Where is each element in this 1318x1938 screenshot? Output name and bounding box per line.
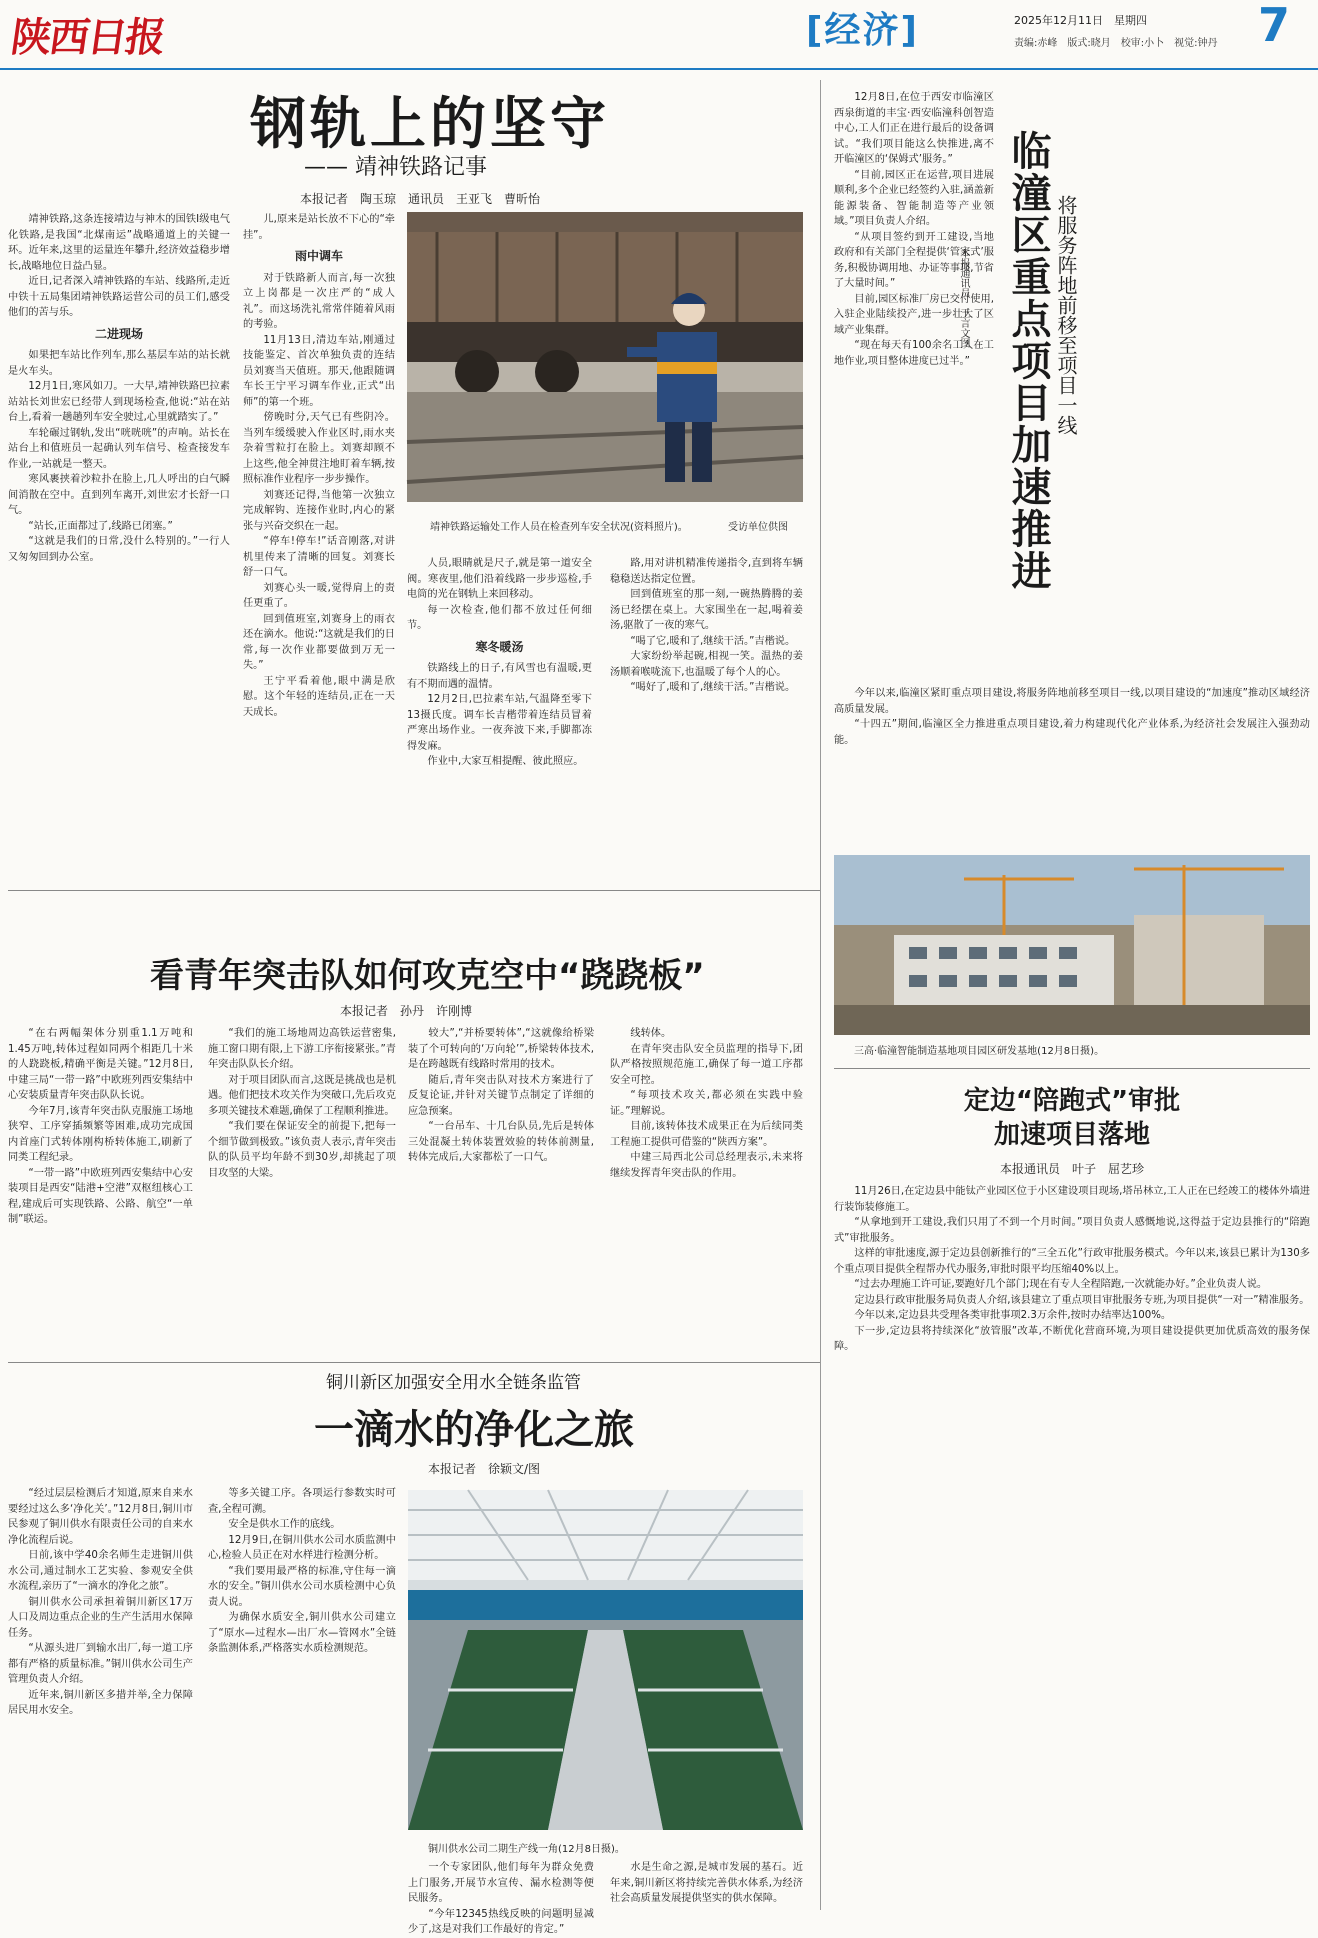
staff-credits: 责编:赤峰 版式:晓月 校审:小卜 视觉:钟丹 (1014, 38, 1218, 49)
paragraph: “在右两幅架体分别重1.1万吨和1.45万吨,转体过程如同两个相距几十米的人跷跷板,精确平衡是关键。”12月8日,中建三局“一带一路”中欧班列西安集结中心安装质量青年突击队队长说。 (8, 1028, 193, 1101)
masthead-rule (0, 68, 1318, 70)
sidebar1-column-narrow (834, 90, 994, 680)
paragraph: 在青年突击队安全员监理的指导下,团队严格按照规范施工,确保了每一道工序都安全可控。 (610, 1043, 803, 1086)
train-inspection-photo (407, 212, 803, 502)
page-number: 7 (1258, 0, 1291, 52)
paragraph: 近年来,铜川新区多措并举,全力保障居民用水安全。 (8, 1689, 193, 1716)
article3-kicker: 铜川新区加强安全用水全链条监管 (326, 1373, 581, 1393)
article2-byline: 本报记者 孙丹 许刚博 (340, 1004, 473, 1018)
article1-column-4 (407, 556, 592, 872)
article1-byline: 本报记者 陶玉琼 通讯员 王亚飞 曹昕怡 (300, 192, 541, 206)
paragraph: 作业中,大家互相提醒、彼此照应。 (427, 756, 584, 767)
newspaper-logo: 陕西日报 (8, 14, 167, 61)
paragraph: “从项目签约到开工建设,当地政府和有关部门全程提供‘管家式’服务,积极协调用地、办证等事项,节省了大量时间。” (834, 231, 994, 289)
paragraph: 安全是供水工作的底线。 (228, 1519, 341, 1530)
paragraph: “停车!停车!”话音刚落,对讲机里传来了清晰的回复。刘赛长舒一口气。 (243, 536, 395, 578)
water-plant-photo (408, 1490, 803, 1830)
article1-subhead-a: 二进现场 (94, 326, 143, 341)
paragraph: “目前,园区正在运营,项目进展顺利,多个企业已经签约入驻,涵盖新能源装备、智能制造等产业领域。”项目负责人介绍。 (834, 169, 994, 227)
sidebar2-title-line2: 加速项目落地 (993, 1120, 1150, 1150)
sidebar1-title: 临潼区重点项目加速推进 (1005, 130, 1051, 592)
paragraph: 对于铁路新人而言,每一次独立上岗都是一次庄严的“成人礼”。而这场洗礼常常伴随着风雨的考验。 (243, 272, 395, 330)
article3-title: 一滴水的净化之旅 (314, 1407, 634, 1453)
article1-photo-caption: 靖神铁路运输处工作人员在检查列车安全状况(资料照片)。 (430, 522, 688, 533)
paragraph: 较大”,“并桥要转体”,“这就像给桥梁装了个可转向的‘万向轮’”,桥梁转体技术,是在跨越既有线路时常用的技术。 (408, 1028, 594, 1070)
paragraph: 大家纷纷举起碗,相视一笑。温热的姜汤顺着喉咙流下,也温暖了每个人的心。 (610, 651, 803, 678)
water-plant-illustration (408, 1490, 803, 1830)
paragraph: “从拿地到开工建设,我们只用了不到一个月时间。”项目负责人感慨地说,这得益于定边县推行的“陪跑式”审批服务。 (834, 1217, 1310, 1244)
sidebar2-title (834, 1084, 1310, 1152)
paragraph: 车轮碾过钢轨,发出“咣咣咣”的声响。站长在站台上和值班员一起确认列车信号、检查接发车作业,一站就是一整天。 (8, 427, 230, 470)
paragraph: 路,用对讲机精准传递指令,直到将车辆稳稳送达指定位置。 (610, 558, 803, 585)
article3-column-4 (610, 1860, 803, 1914)
section-divider (834, 1068, 1310, 1069)
paragraph: 对于项目团队而言,这既是挑战也是机遇。他们把技术攻关作为突破口,先后攻克多项关键技术难题,确保了工程顺利推进。 (208, 1074, 396, 1117)
article2-column-3 (408, 1026, 594, 1350)
paragraph: 11月26日,在定边县中能钛产业园区位于小区建设项目现场,塔吊林立,工人正在已经竣工的楼体外墙进行装饰装修施工。 (834, 1186, 1310, 1213)
article1-title: 钢轨上的坚守 (250, 92, 610, 157)
paragraph: 水是生命之源,是城市发展的基石。近年来,铜川新区将持续完善供水体系,为经济社会高质量发展提供坚实的供水保障。 (610, 1862, 803, 1904)
paragraph: “喝好了,暖和了,继续干活。”吉楷说。 (630, 682, 796, 693)
construction-site-photo (834, 855, 1310, 1035)
article1-photo-credit: 受访单位供图 (728, 522, 788, 533)
paragraph: 中建三局西北公司总经理表示,未来将继续发挥青年突击队的作用。 (610, 1152, 803, 1179)
paragraph: 随后,青年突击队对技术方案进行了反复论证,并针对关键节点制定了详细的应急预案。 (408, 1074, 594, 1117)
paragraph: 目前,园区标准厂房已交付使用,入驻企业陆续投产,进一步壮大了区域产业集群。 (834, 293, 994, 336)
article3-column-2 (208, 1486, 396, 1914)
paragraph: “喝了它,暖和了,继续干活。”吉楷说。 (630, 635, 796, 647)
article1-subtitle: —— 靖神铁路记事 (304, 155, 487, 180)
article2-column-1 (8, 1026, 193, 1350)
sidebar2-byline: 本报通讯员 叶子 屈艺珍 (1000, 1162, 1145, 1176)
paragraph: 铁路线上的日子,有风雪也有温暖,更有不期而遇的温情。 (407, 663, 592, 690)
paragraph: “我们要用最严格的标准,守住每一滴水的安全。”铜川供水公司水质检测中心负责人说。 (208, 1565, 396, 1608)
paragraph: 11月13日,清边车站,刚通过技能鉴定、首次单独负责的连结员刘赛当天值班。那天,他跟随调车长王宁平习调车作业,正式“出师”的第一个班。 (243, 334, 395, 408)
article3-column-1 (8, 1486, 193, 1914)
paragraph: 日前,该中学40余名师生走进铜川供水公司,通过制水工艺实验、参观安全供水流程,亲历了“一滴水的净化之旅”。 (8, 1550, 193, 1592)
paragraph: 刘赛心头一暖,觉得肩上的责任更重了。 (243, 582, 395, 609)
paragraph: 12月8日,在位于西安市临潼区西泉街道的丰宝·西安临潼科创智造中心,工人们正在进行最后的设备调试。“我们项目能这么快推进,离不开临潼区的‘保姆式’服务。” (834, 92, 994, 165)
article1-subhead-b: 雨中调车 (294, 249, 343, 263)
paragraph: “我们的施工场地周边高铁运营密集,施工窗口期有限,上下游工序衔接紧张。”青年突击队队长介绍。 (208, 1028, 396, 1070)
sidebar1-column-wide (834, 686, 1310, 848)
article1-column-5 (610, 556, 803, 872)
sidebar1-byline: 本报通讯员 王言文图 (958, 248, 969, 348)
paragraph: 回到值班室的那一刻,一碗热腾腾的姜汤已经摆在桌上。大家围坐在一起,喝着姜汤,驱散了一夜的寒气。 (610, 589, 803, 631)
paragraph: “今年12345热线反映的问题明显减少了,这是对我们工作最好的肯定。” (408, 1908, 594, 1935)
paragraph: “十四五”期间,临潼区全力推进重点项目建设,着力构建现代化产业体系,为经济社会发展注入强劲动能。 (834, 719, 1310, 746)
paragraph: 每一次检查,他们都不放过任何细节。 (407, 604, 592, 631)
paragraph: 刘赛还记得,当他第一次独立完成解钩、连接作业时,内心的紧张与兴奋交织在一起。 (243, 489, 395, 532)
paragraph: 12月9日,在铜川供水公司水质监测中心,检验人员正在对水样进行检测分析。 (208, 1534, 396, 1561)
paragraph: “一台吊车、十几台队员,先后是转体三处混凝土转体装置效验的转体前测量,转体完成后,大家都松了一口气。 (408, 1121, 594, 1163)
paragraph: 回到值班室,刘赛身上的雨衣还在滴水。他说:“这就是我们的日常,每一次作业都要做到万无一失。” (243, 613, 395, 671)
paragraph: 寒风裹挟着沙粒扑在脸上,几人呼出的白气瞬间消散在空中。直到列车离开,刘世宏才长舒一口气。 (8, 474, 230, 516)
paragraph: 为确保水质安全,铜川供水公司建立了“原水—过程水—出厂水—管网水”全链条监测体系,严格落实水质检测规范。 (208, 1612, 396, 1654)
article2-title: 看青年突击队如何攻克空中“跷跷板” (150, 956, 705, 996)
paragraph: 12月1日,寒风如刀。一大早,靖神铁路巴拉素站站长刘世宏已经带人到现场检查,他说:“站在站台上,看着一趟趟列车安全驶过,心里就踏实了。” (8, 381, 230, 423)
paragraph: 傍晚时分,天气已有些阴冷。当列车缓缓驶入作业区时,雨水夹杂着雪粒打在脸上。刘赛却顾不上这些,他全神贯注地盯着车辆,按照标准作业程序一步步操作。 (243, 412, 395, 485)
column-divider (820, 80, 821, 1910)
article3-byline: 本报记者 徐颖文/图 (428, 1462, 541, 1476)
article2-column-2 (208, 1026, 396, 1350)
article1-column-1 (8, 212, 230, 872)
section-label: [经济] (806, 10, 919, 51)
construction-illustration (834, 855, 1310, 1035)
paragraph: “我们要在保证安全的前提下,把每一个细节做到极致。”该负责人表示,青年突击队的队员平均年龄不到30岁,却挑起了项目攻坚的大梁。 (208, 1121, 396, 1179)
paragraph: 12月2日,巴拉素车站,气温降至零下13摄氏度。调车长吉楷带着连结员冒着严寒出场作业。一夜奔波下来,手脚都冻得发麻。 (407, 694, 592, 752)
paragraph: 靖神铁路,这条连接靖边与神木的国铁Ⅰ级电气化铁路,是我国“北煤南运”战略通道上的关键一环。近年来,这里的运量连年攀升,经济效益稳步增长,战略地位日益凸显。 (8, 214, 230, 272)
train-photo-illustration (407, 212, 803, 502)
paragraph: “站长,正面都过了,线路已闭塞。” (28, 520, 173, 532)
article1-subhead-c: 寒冬暖汤 (475, 639, 524, 654)
paragraph: 一个专家团队,他们每年为群众免费上门服务,开展节水宣传、漏水检测等便民服务。 (408, 1862, 594, 1904)
section-divider (8, 1362, 820, 1363)
paragraph: “一带一路”中欧班列西安集结中心安装项目是西安“陆港+空港”双枢纽核心工程,建成后可实现铁路、公路、航空“一单制”联运。 (8, 1167, 193, 1225)
paragraph: 这样的审批速度,源于定边县创新推行的“三全五化”行政审批服务模式。今年以来,该县已累计为130多个重点项目提供全程帮办代办服务,审批时限平均压缩40%以上。 (834, 1248, 1310, 1275)
paragraph: 铜川供水公司承担着铜川新区17万人口及周边重点企业的生产生活用水保障任务。 (8, 1596, 193, 1639)
paragraph: 下一步,定边县将持续深化“放管服”改革,不断优化营商环境,为项目建设提供更加优质高效的服务保障。 (834, 1325, 1310, 1352)
paragraph: 今年7月,该青年突击队克服施工场地狭窄、工序穿插频繁等困难,成功完成国内首座门式转体刚构桥转体施工,刷新了同类工程纪录。 (8, 1105, 193, 1163)
paragraph: “过去办理施工许可证,要跑好几个部门;现在有专人全程陪跑,一次就能办好。”企业负责人说。 (854, 1279, 1268, 1290)
issue-date: 2025年12月11日 星期四 (1014, 14, 1147, 27)
paragraph: 等多关键工序。各项运行参数实时可查,全程可溯。 (208, 1488, 396, 1515)
article3-column-3 (408, 1860, 594, 1935)
article2-column-4 (610, 1026, 803, 1350)
paragraph: 近日,记者深入靖神铁路的车站、线路所,走近中铁十五局集团靖神铁路运营公司的员工们,感受他们的苦与乐。 (8, 276, 230, 318)
paragraph: 如果把车站比作列车,那么基层车站的站长就是火车头。 (8, 350, 230, 377)
paragraph: 儿,原来是站长放不下心的“牵挂”。 (243, 214, 395, 241)
paragraph: 今年以来,定边县共受理各类审批事项2.3万余件,按时办结率达100%。 (854, 1310, 1172, 1321)
paragraph: “现在每天有100余名工人在工地作业,项目整体进度已过半。” (834, 340, 994, 367)
sidebar2-title-line1: 定边“陪跑式”审批 (963, 1086, 1181, 1116)
paragraph: 目前,该转体技术成果正在为后续同类工程施工提供可借鉴的“陕西方案”。 (610, 1121, 803, 1148)
section-divider (8, 890, 820, 891)
paragraph: 线转体。 (630, 1028, 672, 1039)
sidebar1-subtitle: 将服务阵地前移至项目一线 (1054, 195, 1078, 435)
paragraph: “这就是我们的日常,没什么特别的。”一行人又匆匆回到办公室。 (8, 536, 230, 563)
paragraph: “从源头进厂到输水出厂,每一道工序都有严格的质量标准。”铜川供水公司生产管理负责人介绍。 (8, 1643, 193, 1685)
masthead (0, 0, 1318, 68)
sidebar2-column (834, 1184, 1310, 1912)
article1-column-2 (243, 212, 395, 872)
paragraph: 今年以来,临潼区紧盯重点项目建设,将服务阵地前移至项目一线,以项目建设的“加速度”推动区域经济高质量发展。 (834, 688, 1310, 715)
paragraph: 人员,眼睛就是尺子,就是第一道安全阀。寒夜里,他们沿着线路一步步巡检,手电筒的光在钢轨上来回移动。 (407, 558, 592, 600)
paragraph: 王宁平看着他,眼中满是欣慰。这个年轻的连结员,正在一天天成长。 (243, 675, 395, 718)
paragraph: 定边县行政审批服务局负责人介绍,该县建立了重点项目审批服务专班,为项目提供“一对一”精准服务。 (854, 1294, 1310, 1306)
paragraph: “每项技术攻关,都必须在实践中验证。”理解说。 (610, 1090, 803, 1117)
paragraph: “经过层层检测后才知道,原来自来水要经过这么多‘净化关’。”12月8日,铜川市民参观了铜川供水有限责任公司的自来水净化流程后说。 (8, 1488, 193, 1546)
sidebar1-photo-caption: 三高·临潼智能制造基地项目园区研发基地(12月8日摄)。 (854, 1046, 1105, 1057)
article3-photo-caption: 铜川供水公司二期生产线一角(12月8日摄)。 (428, 1844, 625, 1855)
